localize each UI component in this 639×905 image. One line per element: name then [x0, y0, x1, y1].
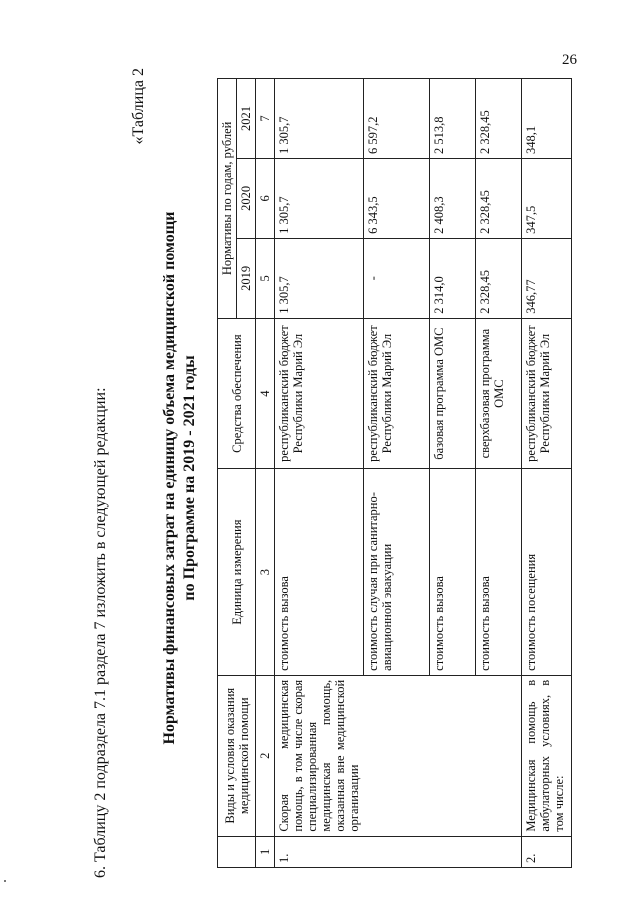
row-value-2019: 2 328,45	[475, 238, 521, 318]
header-col-number: 7	[256, 79, 275, 159]
row-value-2021: 348,1	[521, 79, 571, 159]
row-value-2021: 2 513,8	[429, 79, 475, 159]
row-kind	[363, 675, 429, 836]
row-value-2021: 6 597,2	[363, 79, 429, 159]
row-unit: стоимость случая при санитарно-авиационной эвакуации	[363, 469, 429, 675]
row-unit: стоимость вызова	[429, 469, 475, 675]
row-kind	[475, 675, 521, 836]
row-value-2020: 2 408,3	[429, 158, 475, 238]
rotated-content	[92, 68, 612, 888]
row-unit: стоимость посещения	[521, 469, 571, 675]
row-source: республиканский бюджет Республики Марий Эл	[363, 318, 429, 469]
row-source: сверхбазовая программа ОМС	[475, 318, 521, 469]
document-title	[160, 68, 200, 888]
row-number: 2.	[521, 836, 571, 867]
norms-table	[217, 78, 572, 868]
row-kind	[429, 675, 475, 836]
row-value-2020: 2 328,45	[475, 158, 521, 238]
row-value-2021: 2 328,45	[475, 79, 521, 159]
row-value-2020: 6 343,5	[363, 158, 429, 238]
row-kind: Скорая медицинская помощь, в том числе скорая специализированная медицинская помощь, оказанная вне медицинской организации	[275, 675, 364, 836]
row-number	[363, 836, 429, 867]
row-value-2020: 347,5	[521, 158, 571, 238]
header-col-number: 3	[256, 469, 275, 675]
row-value-2019: -	[363, 238, 429, 318]
row-value-2020: 1 305,7	[275, 158, 364, 238]
title-line-2: по Программе на 2019 - 2021 годы	[181, 355, 198, 601]
header-col-number: 2	[256, 675, 275, 836]
header-kind: Виды и условия оказания медицинской помощи	[218, 675, 256, 836]
row-number: 1.	[275, 836, 364, 867]
row-source: базовая программа ОМС	[429, 318, 475, 469]
row-unit: стоимость вызова	[275, 469, 364, 675]
header-unit: Единица измерения	[218, 469, 256, 675]
header-col-number: 5	[256, 238, 275, 318]
page-number: 26	[562, 52, 577, 68]
intro-text: 6. Таблицу 2 подраздела 7.1 раздела 7 изложить в следующей редакции:	[92, 387, 109, 878]
row-source: республиканский бюджет Республики Марий Эл	[521, 318, 571, 469]
row-value-2021: 1 305,7	[275, 79, 364, 159]
header-num	[218, 836, 256, 867]
title-line-1: Нормативы финансовых затрат на единицу объема медицинской помощи	[161, 211, 178, 745]
header-col-number: 4	[256, 318, 275, 469]
header-year-2019: 2019	[237, 238, 256, 318]
header-col-number: 6	[256, 158, 275, 238]
table-row	[521, 79, 571, 868]
row-unit: стоимость вызова	[475, 469, 521, 675]
header-col-number: 1	[256, 836, 275, 867]
header-norms: Нормативы по годам, рублей	[218, 79, 237, 319]
row-kind: Медицинская помощь в амбулаторных условиях, в том числе:	[521, 675, 571, 836]
scan-edge-mark	[4, 880, 6, 882]
row-value-2019: 346,77	[521, 238, 571, 318]
header-source: Средства обеспечения	[218, 318, 256, 469]
row-source: республиканский бюджет Республики Марий Эл	[275, 318, 364, 469]
row-number	[429, 836, 475, 867]
table-row	[429, 79, 475, 868]
header-year-2020: 2020	[237, 158, 256, 238]
table-row	[275, 79, 364, 868]
header-year-2021: 2021	[237, 79, 256, 159]
row-value-2019: 2 314,0	[429, 238, 475, 318]
row-number	[475, 836, 521, 867]
table-label: «Таблица 2	[130, 68, 147, 145]
row-value-2019: 1 305,7	[275, 238, 364, 318]
table-row	[475, 79, 521, 868]
table-row	[363, 79, 429, 868]
